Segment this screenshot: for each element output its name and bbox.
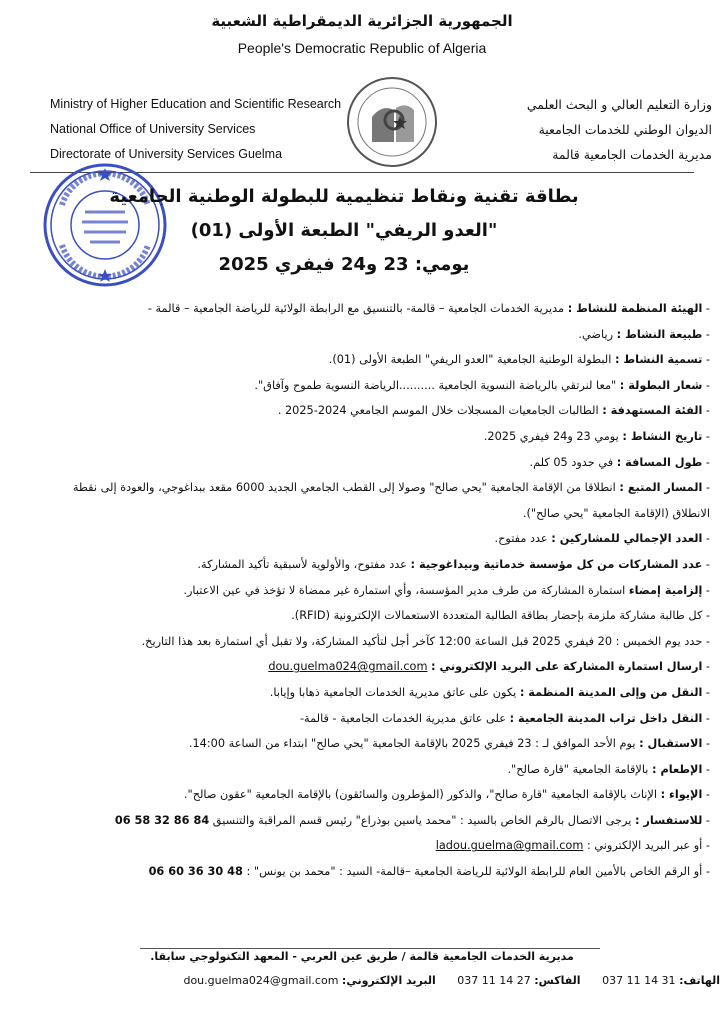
list-item: [60, 603, 710, 629]
list-item: [60, 629, 710, 655]
item-label: شعار البطولة :: [619, 378, 703, 392]
item-text: يوم الأحد الموافق لـ : 23 فيفري 2025 بالإقامة الجامعية "يحي صالح" ابتداء من الساعة 14:00.: [188, 737, 636, 751]
item-text: على عاتق مديرية الخدمات الجامعية - قالمة-: [299, 711, 506, 725]
item-text: استمارة المشاركة من طرف مدير المؤسسة، وأي استمارة غير ممضاة لا تؤخذ في عين الاعتبار.: [183, 583, 626, 597]
bullet-dash: -: [702, 609, 710, 623]
bullet-dash: -: [702, 813, 710, 827]
list-item: [60, 322, 710, 348]
bullet-dash: -: [702, 481, 710, 495]
list-item: [60, 654, 710, 680]
item-label: العدد الإجمالي للمشاركين :: [551, 532, 703, 546]
item-label: النقل داخل تراب المدينة الجامعية :: [509, 711, 703, 725]
list-item: [60, 373, 710, 399]
title-line-2: "العدو الريفي" الطبعة الأولى (01): [190, 220, 498, 241]
email-link[interactable]: dou.guelma024@gmail.com: [268, 660, 428, 674]
item-text: الطالبات الجامعيات المسجلات خلال الموسم الجامعي 2024-2025 .: [277, 404, 599, 418]
footer-contacts: [80, 974, 720, 987]
list-item: [60, 833, 710, 859]
directorate-logo: [342, 72, 442, 172]
bullet-dash: -: [702, 353, 710, 367]
item-text: حدد يوم الخميس : 20 فيفري 2025 قبل الساعة 12:00 كآخر أجل لتأكيد المشاركة، ولا تقبل أي استمارة بعد هذا التاريخ.: [141, 634, 703, 648]
list-item: [60, 296, 710, 322]
item-text: مديرية الخدمات الجامعية – قالمة- بالتنسيق مع الرابطة الولائية للرياضة الجامعية – قالمة -: [147, 302, 565, 315]
item-label: الهيئة المنظمة للنشاط :: [567, 302, 703, 315]
footer-email-label: البريد الإلكتروني:: [341, 974, 436, 987]
item-label: عدد المشاركات من كل مؤسسة خدماتية وبيداغوجية :: [410, 557, 703, 571]
item-label: الإطعام :: [652, 762, 703, 776]
item-label: الإيواء :: [660, 788, 703, 802]
phone-number: 06 58 32 86 84: [114, 813, 210, 827]
item-text: في حدود 05 كلم.: [529, 455, 614, 469]
header-right-arabic: [492, 92, 712, 167]
footer-fax: [457, 974, 580, 987]
item-text: الإناث بالإقامة الجامعية "قارة صالح"، والذكور (المؤطرون والسائقون) بالإقامة الجامعية "عقون صالح".: [183, 788, 658, 802]
item-label: النقل من وإلى المدينة المنظمة :: [519, 685, 703, 699]
list-item: [60, 731, 710, 757]
phone-number: 06 60 36 30 48: [148, 865, 243, 879]
list-item: [60, 475, 710, 526]
bullet-dash: -: [702, 583, 710, 597]
bullet-dash: -: [702, 660, 710, 674]
republic-title-english: People's Democratic Republic of Algeria: [237, 40, 487, 56]
ministry-name-ar: وزارة التعليم العالي و البحث العلمي: [526, 97, 712, 112]
footer-email-value: dou.guelma024@gmail.com: [183, 974, 339, 987]
item-text: كل طالبة مشاركة ملزمة بإحضار بطاقة الطالبة المتعددة الاستعمالات الإلكترونية (RFID).: [291, 609, 703, 623]
list-item: [60, 578, 710, 604]
item-text: أو عبر البريد الإلكتروني :: [586, 839, 703, 853]
item-label: تسمية النشاط :: [614, 353, 703, 367]
office-name-ar: الديوان الوطني للخدمات الجامعية: [538, 122, 712, 137]
item-text: يرجى الاتصال بالرقم الخاص بالسيد : "محمد ياسين بوذراع" رئيس قسم المراقبة والتنسيق: [212, 813, 632, 827]
item-text: بالإقامة الجامعية "قارة صالح".: [507, 762, 649, 776]
footer-divider: [140, 948, 600, 949]
footer-fax-value: 037 11 14 27: [457, 974, 531, 987]
list-item: [60, 706, 710, 732]
bullet-dash: -: [702, 302, 710, 315]
item-label: طبيعة النشاط :: [616, 327, 703, 341]
item-text: أو الرقم الخاص بالأمين العام للرابطة الولائية للرياضة الجامعية –قالمة- السيد : "محمد بن يونس" :: [246, 865, 703, 879]
bullet-dash: -: [702, 378, 710, 392]
list-item: [60, 424, 710, 450]
item-text: "معا لنرتقي بالرياضة النسوية الجامعية ..........الرياضة النسوية طموح وآفاق".: [254, 378, 617, 392]
item-label: ارسال استمارة المشاركة على البريد الإلكتروني :: [431, 660, 703, 674]
list-item: [60, 680, 710, 706]
bullet-dash: -: [702, 685, 710, 699]
bullet-dash: -: [702, 711, 710, 725]
bullet-dash: -: [702, 634, 710, 648]
item-text: انطلاقا من الإقامة الجامعية "يحي صالح" وصولا إلى القطب الجامعي الجديد 6000 مقعد ببداغوجي، والعودة إلى نقطة الانطلاق (الإقامة الجامعية "يحي صالح").: [72, 481, 710, 520]
bullet-dash: -: [702, 532, 710, 546]
footer-phone: [602, 974, 720, 987]
list-item: [60, 398, 710, 424]
bullet-dash: -: [702, 327, 710, 341]
list-item: [60, 552, 710, 578]
ministry-name-en: Ministry of Higher Education and Scientific Research: [50, 97, 342, 111]
bullet-dash: -: [702, 865, 710, 879]
item-label: المسار المتبع :: [619, 481, 703, 495]
bullet-dash: -: [702, 404, 710, 418]
item-text: عدد مفتوح، والأولوية لأسبقية تأكيد المشاركة.: [197, 557, 407, 571]
footer-fax-label: الفاكس:: [534, 974, 581, 987]
list-item: [60, 347, 710, 373]
list-item: [60, 450, 710, 476]
footer-phone-value: 037 11 14 31: [602, 974, 676, 987]
bullet-dash: -: [702, 557, 710, 571]
bullet-dash: -: [702, 455, 710, 469]
footer-email: [183, 974, 435, 987]
footer-phone-label: الهاتف:: [679, 974, 720, 987]
list-item: [60, 859, 710, 885]
item-text: رياضي.: [578, 327, 614, 341]
directorate-name-ar: مديرية الخدمات الجامعية قالمة: [552, 147, 712, 162]
list-item: [60, 782, 710, 808]
details-list: [60, 296, 710, 885]
list-item: [60, 526, 710, 552]
bullet-dash: -: [702, 737, 710, 751]
republic-title-arabic: الجمهورية الجزائرية الديمقراطية الشعبية: [211, 12, 513, 30]
bullet-dash: -: [702, 839, 710, 853]
header-left-english: [50, 92, 350, 167]
title-line-1: بطاقة تقنية ونقاط تنظيمية للبطولة الوطنية الجامعية: [109, 186, 579, 207]
item-label: تاريخ النشاط :: [622, 429, 703, 443]
bullet-dash: -: [702, 762, 710, 776]
directorate-name-en: Directorate of University Services Guelma: [50, 147, 283, 161]
item-text: عدد مفتوح.: [494, 532, 548, 546]
item-text: البطولة الوطنية الجامعية "العدو الريفي" الطبعة الأولى (01).: [328, 353, 612, 367]
item-label: الاستقبال :: [639, 737, 703, 751]
office-name-en: National Office of University Services: [50, 122, 256, 136]
item-label: الفئة المستهدفة :: [602, 404, 703, 418]
title-line-3: يومي: 23 و24 فيفري 2025: [218, 254, 470, 275]
list-item: [60, 757, 710, 783]
item-text: يومي 23 و24 فيفري 2025.: [483, 429, 619, 443]
bullet-dash: -: [702, 788, 710, 802]
list-item: [60, 808, 710, 834]
item-label: للاستفسار :: [634, 813, 703, 827]
item-label: إلزامية إمضاء: [628, 583, 703, 597]
footer-address: مديرية الخدمات الجامعية قالمة / طريق عين العربي - المعهد التكنولوجي سابقا.: [150, 950, 574, 963]
document-title: [84, 180, 604, 282]
bullet-dash: -: [702, 429, 710, 443]
item-label: طول المسافة :: [616, 455, 703, 469]
item-text: يكون على عاتق مديرية الخدمات الجامعية ذهابا وإيابا.: [269, 685, 517, 699]
email-link[interactable]: ladou.guelma@gmail.com: [435, 839, 584, 853]
